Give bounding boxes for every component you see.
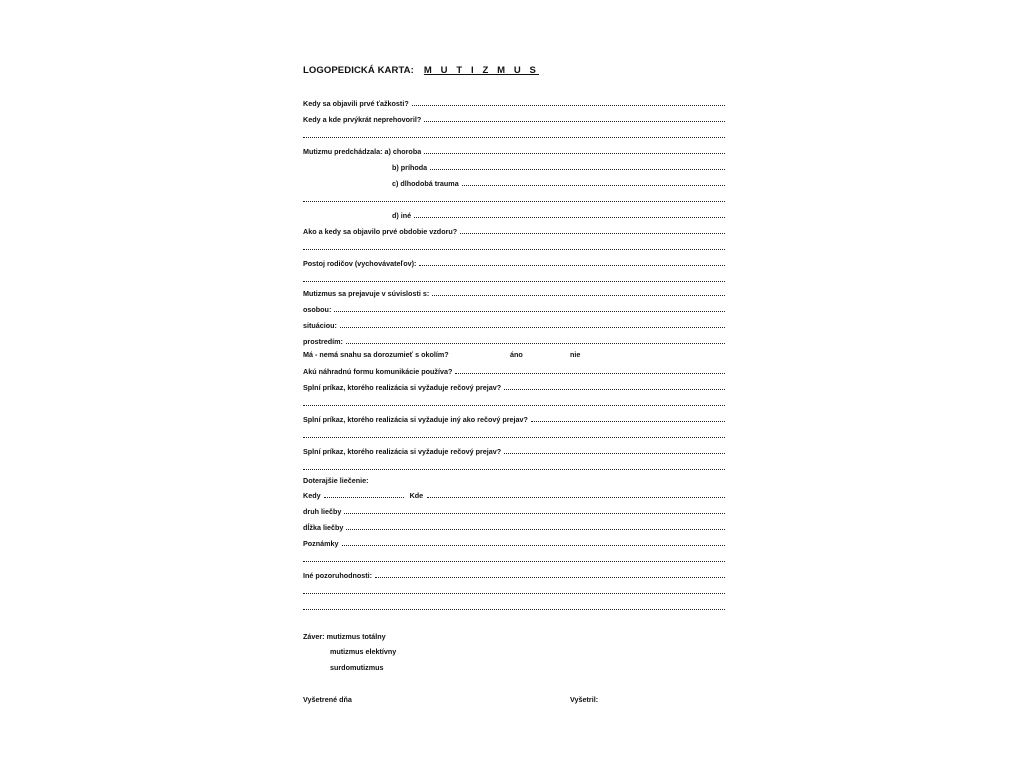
row-command-speech xyxy=(303,380,725,392)
label-communicate-question: Má - nemá snahu sa dorozumieť s okolím? xyxy=(303,350,449,359)
row-preceded-other xyxy=(392,208,725,220)
fill-line[interactable] xyxy=(531,420,725,422)
fill-line[interactable] xyxy=(344,512,725,514)
fill-line[interactable] xyxy=(414,216,725,218)
fill-line-when[interactable] xyxy=(324,496,404,498)
fill-line[interactable] xyxy=(419,264,725,266)
label-examined-on: Vyšetrené dňa xyxy=(303,695,352,704)
label-first-stopped: Kedy a kde prvýkrát neprehovoril? xyxy=(303,115,422,124)
row-blank xyxy=(303,428,725,440)
label-notes: Poznámky xyxy=(303,539,339,548)
row-treatment-type xyxy=(303,504,725,516)
label-substitute: Akú náhradnú formu komunikácie používa? xyxy=(303,367,453,376)
row-command-speech-2 xyxy=(303,444,725,456)
label-environment: prostredím: xyxy=(303,337,343,346)
fill-line[interactable] xyxy=(303,136,725,138)
label-other: d) iné xyxy=(392,211,412,220)
fill-line[interactable] xyxy=(303,280,725,282)
option-surdomutism[interactable]: surdomutizmus xyxy=(330,663,384,672)
fill-line[interactable] xyxy=(303,248,725,250)
label-when: Kedy xyxy=(303,491,321,500)
row-blank xyxy=(303,584,725,596)
label-other-notable: Iné pozoruhodnosti: xyxy=(303,571,373,580)
title-main: LOGOPEDICKÁ KARTA: xyxy=(303,65,414,76)
row-blank xyxy=(303,552,725,564)
fill-line-where[interactable] xyxy=(427,496,725,498)
label-preceded: Mutizmu predchádzala: a) choroba xyxy=(303,147,422,156)
row-treatment-length xyxy=(303,520,725,532)
label-command-speech-2: Splní príkaz, ktorého realizácia si vyžaduje rečový prejav? xyxy=(303,447,502,456)
label-person: osobou: xyxy=(303,305,332,314)
option-elective[interactable]: mutizmus elektívny xyxy=(330,647,397,656)
row-blank xyxy=(303,128,725,140)
row-situation xyxy=(303,318,725,330)
fill-line[interactable] xyxy=(412,104,725,106)
option-yes[interactable]: áno xyxy=(510,350,523,359)
fill-line[interactable] xyxy=(303,404,725,406)
row-first-stopped xyxy=(303,112,725,124)
label-manifests: Mutizmus sa prejavuje v súvislosti s: xyxy=(303,289,430,298)
fill-line[interactable] xyxy=(303,592,725,594)
label-situation: situáciou: xyxy=(303,321,337,330)
row-preceded-event xyxy=(392,160,725,172)
label-command-speech: Splní príkaz, ktorého realizácia si vyžaduje rečový prejav? xyxy=(303,383,502,392)
row-blank xyxy=(303,396,725,408)
row-environment xyxy=(303,334,725,346)
row-blank xyxy=(303,460,725,472)
row-substitute xyxy=(303,364,725,376)
row-manifests xyxy=(303,286,725,298)
fill-line[interactable] xyxy=(430,168,725,170)
fill-line[interactable] xyxy=(424,120,725,122)
row-preceded-illness xyxy=(303,144,725,156)
label-command-other: Splní príkaz, ktorého realizácia si vyžaduje iný ako rečový prejav? xyxy=(303,415,528,424)
page-title xyxy=(303,65,539,76)
option-no[interactable]: nie xyxy=(570,350,581,359)
fill-line[interactable] xyxy=(334,310,725,312)
fill-line[interactable] xyxy=(460,232,725,234)
label-trauma: c) dlhodobá trauma xyxy=(392,179,459,188)
fill-line[interactable] xyxy=(303,436,725,438)
fill-line[interactable] xyxy=(346,528,725,530)
row-blank xyxy=(303,240,725,252)
label-parents: Postoj rodičov (vychovávateľov): xyxy=(303,259,417,268)
fill-line[interactable] xyxy=(342,544,725,546)
label-conclusion: Záver: mutizmus totálny xyxy=(303,632,386,641)
logopedic-card-page xyxy=(303,0,725,768)
fill-line[interactable] xyxy=(303,468,725,470)
row-command-other xyxy=(303,412,725,424)
row-preceded-trauma xyxy=(392,176,725,188)
fill-line[interactable] xyxy=(303,200,725,202)
row-blank xyxy=(303,192,725,204)
fill-line[interactable] xyxy=(303,608,725,610)
title-subtitle: M U T I Z M U S xyxy=(423,65,539,76)
row-notes xyxy=(303,536,725,548)
row-when-where xyxy=(303,488,725,500)
fill-line[interactable] xyxy=(504,388,725,390)
row-other-notable xyxy=(303,568,725,580)
row-blank xyxy=(303,600,725,612)
row-first-refusal xyxy=(303,224,725,236)
label-event: b) príhoda xyxy=(392,163,428,172)
fill-line[interactable] xyxy=(303,560,725,562)
label-where: Kde xyxy=(409,491,424,500)
row-parents xyxy=(303,256,725,268)
fill-line[interactable] xyxy=(346,342,725,344)
label-previous-treatment: Doterajšie liečenie: xyxy=(303,476,369,485)
fill-line[interactable] xyxy=(340,326,725,328)
label-examined-by: Vyšetril: xyxy=(570,695,599,704)
label-treatment-length: dĺžka liečby xyxy=(303,523,344,532)
fill-line[interactable] xyxy=(455,372,725,374)
fill-line[interactable] xyxy=(424,152,725,154)
label-treatment-type: druh liečby xyxy=(303,507,342,516)
fill-line[interactable] xyxy=(504,452,725,454)
label-first-difficulties: Kedy sa objavili prvé ťažkosti? xyxy=(303,99,409,108)
row-person xyxy=(303,302,725,314)
row-first-difficulties xyxy=(303,96,725,108)
fill-line[interactable] xyxy=(462,184,725,186)
row-blank xyxy=(303,272,725,284)
fill-line[interactable] xyxy=(432,294,725,296)
fill-line[interactable] xyxy=(375,576,725,578)
label-first-refusal: Ako a kedy sa objavilo prvé obdobie vzdoru? xyxy=(303,227,458,236)
